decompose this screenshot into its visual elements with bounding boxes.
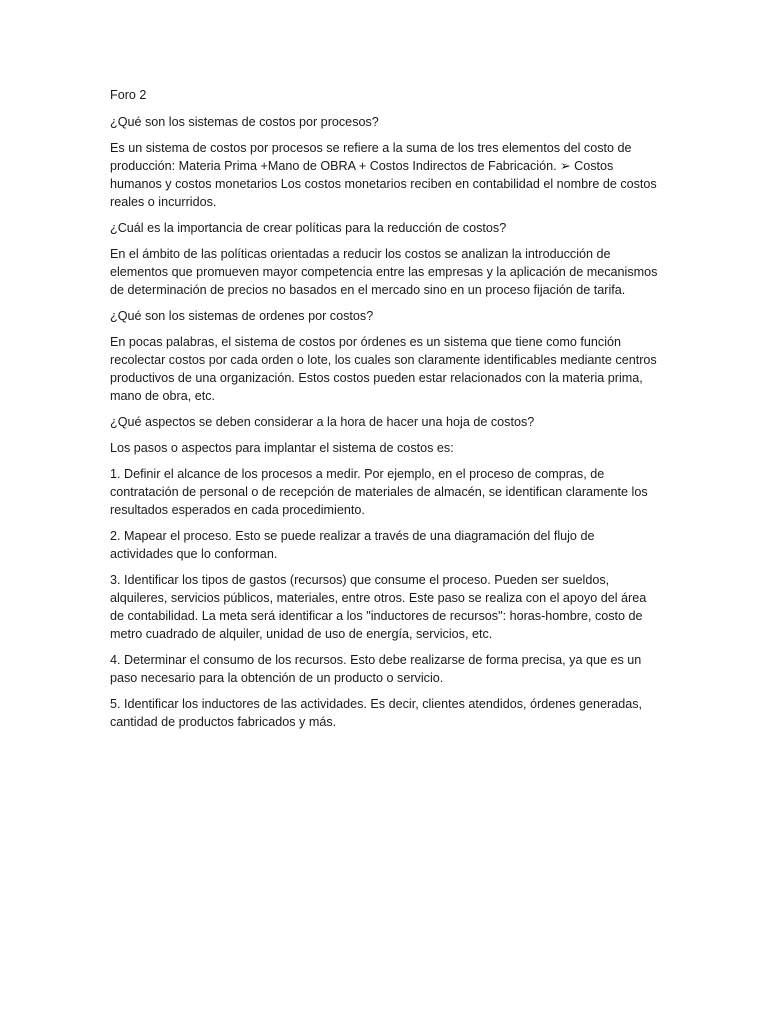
document-body [110, 86, 658, 739]
step-4: 4. Determinar el consumo de los recursos. Esto debe realizarse de forma precisa, ya que es un paso necesario para la obtención de un producto o servicio. [110, 653, 642, 685]
question-4: ¿Qué aspectos se deben considerar a la hora de hacer una hoja de costos? [110, 415, 535, 429]
question-3: ¿Qué son los sistemas de ordenes por costos? [110, 309, 374, 323]
answer-3: En pocas palabras, el sistema de costos por órdenes es un sistema que tiene como función recolectar costos por cada orden o lote, los cuales son claramente identificables mediante centros productivos de una organización. Estos costos pueden estar relacionados con la materia prima, mano de obra, etc. [110, 335, 657, 403]
answer-2: En el ámbito de las políticas orientadas a reducir los costos se analizan la introducción de elementos que promueven mayor competencia entre las empresas y la aplicación de mecanismos de determinación de precios no basados en el mercado sino en un proceso fijación de tarifa. [110, 247, 658, 297]
step-3: 3. Identificar los tipos de gastos (recursos) que consume el proceso. Pueden ser sueldos, alquileres, servicios públicos, materiales, entre otros. Este paso se realiza con el apoyo del área de contabilidad. La meta será identificar a los "inductores de recursos": horas-hombre, costo de metro cuadrado de alquiler, unidad de uso de energía, servicios, etc. [110, 573, 647, 641]
question-1: ¿Qué son los sistemas de costos por procesos? [110, 115, 379, 129]
step-2: 2. Mapear el proceso. Esto se puede realizar a través de una diagramación del flujo de actividades que lo conforman. [110, 529, 595, 561]
step-1: 1. Definir el alcance de los procesos a medir. Por ejemplo, en el proceso de compras, de contratación de personal o de recepción de materiales de almacén, se identifican claramente los resultados esperados en cada procedimiento. [110, 467, 648, 517]
question-2: ¿Cuál es la importancia de crear políticas para la reducción de costos? [110, 221, 507, 235]
step-5: 5. Identificar los inductores de las actividades. Es decir, clientes atendidos, órdenes generadas, cantidad de productos fabricados y más. [110, 697, 643, 729]
answer-4-intro: Los pasos o aspectos para implantar el sistema de costos es: [110, 441, 454, 455]
answer-1: Es un sistema de costos por procesos se refiere a la suma de los tres elementos del costo de producción: Materia Prima +Mano de OBRA + Costos Indirectos de Fabricación. ➢ Costos humanos y costos monetarios Los costos monetarios reciben en contabilidad el nombre de costos reales o incurridos. [110, 141, 657, 209]
document-title: Foro 2 [110, 88, 147, 102]
